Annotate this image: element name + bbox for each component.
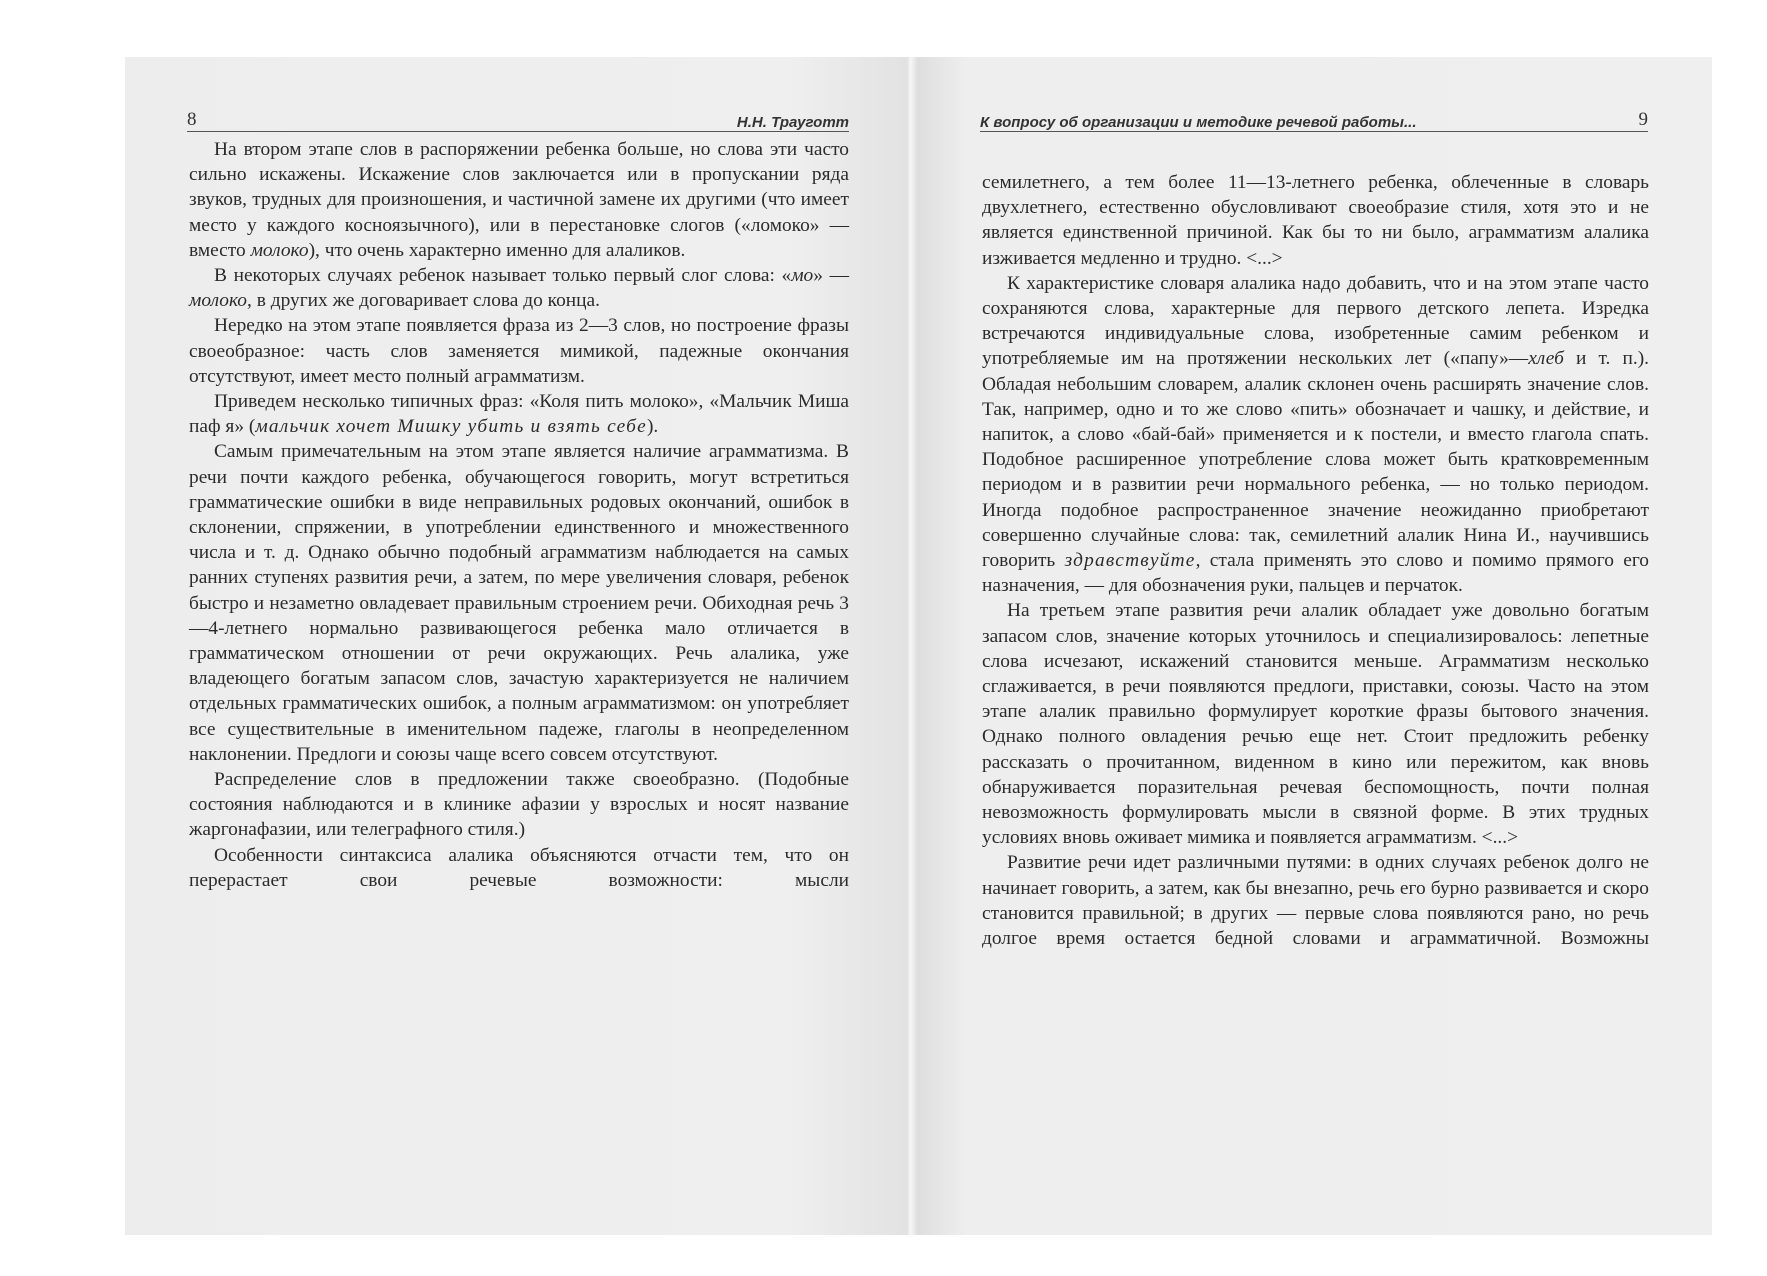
paragraph: В некоторых случаях ребенок называет только первый слог слова: «мо» — молоко, в других же договаривает слова до конца.	[189, 265, 849, 312]
right-page	[918, 57, 1712, 1235]
paragraph: семилетнего, а тем более 11—13-летнего ребенка, облеченные в словарь двухлетнего, естественно обусловливают своеобразие стиля, хотя это и не является единственной причиной. Как бы то ни было, аграмматизм алалика изживается медленно и трудно. <...>	[982, 172, 1649, 269]
running-head: К вопросу об организации и методике речевой работы...	[980, 114, 1417, 131]
paragraph: Особенности синтаксиса алалика объясняются отчасти тем, что он перерастает свои речевые возможности: мысли	[189, 844, 849, 891]
right-page-body	[982, 170, 1649, 951]
paragraph: Приведем несколько типичных фраз: «Коля пить молоко», «Мальчик Миша паф я» (мальчик хочет Мишку убить и взять себе).	[189, 391, 849, 438]
paragraph: На третьем этапе развития речи алалик обладает уже довольно богатым запасом слов, значение которых уточнилось и специализировалось: лепетные слова исчезают, искажений становится меньше. Аграмматизм несколько сглаживается, в речи появляются предлоги, приставки, союзы. Часто на этом этапе алалик правильно формулирует короткие фразы бытового значения. Однако полного овладения речью еще нет. Стоит предложить ребенку рассказать о прочитанном, виденном в кино или пережитом, как вновь обнаруживается поразительная речевая беспомощность, почти полная невозможность формулировать мысли в связной форме. В этих трудных условиях вновь оживает мимика и появляется аграмматизм. <...>	[982, 600, 1649, 849]
right-page-header	[980, 105, 1648, 132]
paragraph: Развитие речи идет различными путями: в одних случаях ребенок долго не начинает говорить, а затем, как бы внезапно, речь его бурно развивается и скоро становится правильной; в других — первые слова появляются рано, но речь долгое время остается бедной словами и аграмматичной. Возможны	[982, 852, 1649, 950]
paragraph: На втором этапе слов в распоряжении ребенка больше, но слова эти часто сильно искажены. Искажение слов заключается или в пропускании ряда звуков, трудных для произношения, и частичной замене их другими (что имеет место у каждого косноязычного), или в перестановке слогов («ломоко» — вместо молоко), что очень характерно именно для алаликов.	[189, 139, 849, 261]
paragraph: Самым примечательным на этом этапе является наличие аграмматизма. В речи почти каждого ребенка, обучающегося говорить, могут встретиться грамматические ошибки в виде неправильных родовых окончаний, ошибок в склонении, спряжении, в употреблении единственного и множественного числа и т. д. Однако обычно подобный аграмматизм наблюдается на самых ранних ступенях развития речи, а затем, по мере увеличения словаря, ребенок быстро и незаметно овладевает правильным строением речи. Обиходная речь 3—4-летнего нормально развивающегося ребенка мало отличается в грамматическом отношении от речи окружающих. Речь алалика, уже владеющего богатым запасом слов, зачастую характеризуется не наличием отдельных грамматических ошибок, а полным аграмматизмом: он употребляет все существительные в именительном падеже, глаголы в неопределенном наклонении. Предлоги и союзы чаще всего совсем отсутствуют.	[189, 441, 849, 765]
left-page-header	[187, 105, 849, 132]
page-number: 8	[187, 109, 197, 130]
left-page	[125, 57, 907, 1235]
paragraph: Нередко на этом этапе появляется фраза из 2—3 слов, но построение фразы своеобразное: часть слов заменяется мимикой, падежные окончания отсутствуют, имеет место полный аграмматизм.	[189, 315, 849, 387]
paragraph: Распределение слов в предложении также своеобразно. (Подобные состояния наблюдаются и в клинике афазии у взрослых и носят название жаргонафазии, или телеграфного стиля.)	[189, 769, 849, 841]
left-page-body	[189, 137, 849, 893]
running-head: Н.Н. Трауготт	[736, 114, 849, 131]
page-number: 9	[1638, 109, 1648, 130]
paragraph: К характеристике словаря алалика надо добавить, что и на этом этапе часто сохраняются слова, характерные для первого детского лепета. Изредка встречаются индивидуальные слова, изобретенные самим ребенком и употребляемые им на протяжении нескольких лет («папу»—хлеб и т. п.). Обладая небольшим словарем, алалик склонен очень расширять значение слов. Так, например, одно и то же слово «пить» обозначает и чашку, и действие, и напиток, а слово «бай-бай» применяется и к постели, и вместо глагола спать. Подобное расширенное употребление слова может быть кратковременным периодом и в развитии речи нормального ребенка, — но только периодом. Иногда подобное распространенное значение неожиданно приобретают совершенно случайные слова: так, семилетний алалик Нина И., научившись говорить здравствуйте, стала применять это слово и помимо прямого его назначения, — для обозначения руки, пальцев и перчаток.	[982, 272, 1649, 597]
